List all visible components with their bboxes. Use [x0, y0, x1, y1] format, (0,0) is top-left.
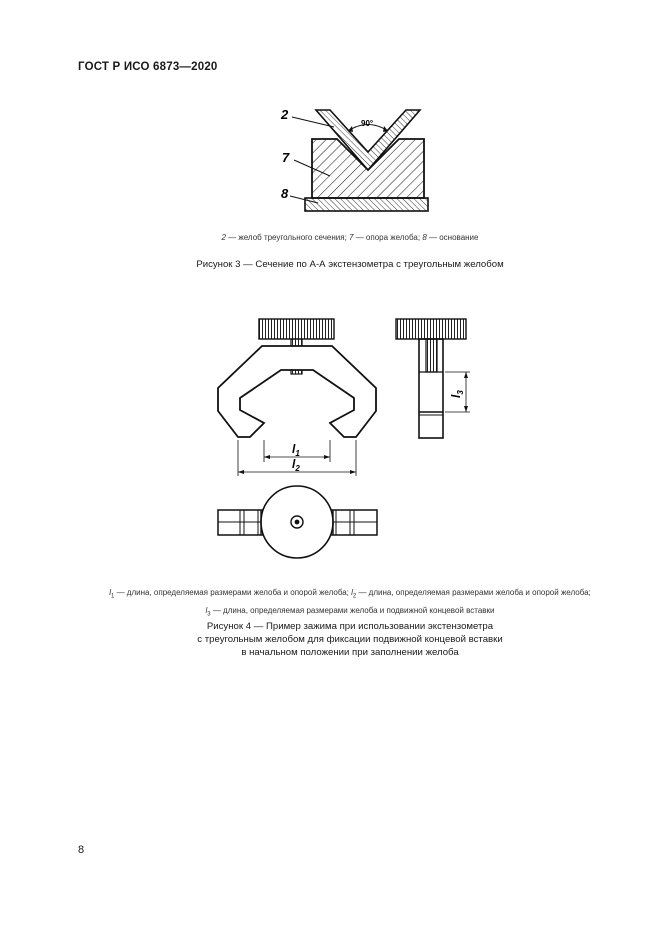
- label-support: 7: [282, 150, 290, 165]
- clamp-frame: [218, 346, 376, 437]
- svg-text:l1: $l_1$: [292, 442, 300, 458]
- label-base: 8: [281, 186, 289, 201]
- figure-3-legend: 2 — желоб треугольного сечения; 7 — опора желоба; 8 — основание: [221, 233, 479, 242]
- figure-3-caption: Рисунок 3 — Сечение по А-А экстензометра с треугольным желобом: [196, 259, 504, 270]
- page-number: 8: [78, 844, 85, 856]
- label-groove: 2: [281, 107, 289, 122]
- figure-4-legend: $l_1$ — длина, определяемая размерами желоба и опорой желоба; $l_2$ — длина, определяемая размерами желоба и опорой желоба; $l_3$ — длина, определяемая размерами желоба и подвижной концевой вставки: [109, 588, 591, 618]
- clamp-screw-side: [426, 339, 437, 372]
- svg-text:l2: $l_2$: [292, 457, 300, 473]
- clamp-knob-side: [396, 319, 466, 339]
- svg-text:l3: $l_3$: [449, 390, 465, 398]
- label-angle: 90°: [361, 119, 374, 128]
- clamp-knob-front: [259, 319, 334, 339]
- figure-4-caption: Рисунок 4 — Пример зажима при использовании экстензометра с треугольным желобом для фиксации подвижной концевой вставки в начальном положении при заполнении желоба: [197, 621, 503, 658]
- document-header: ГОСТ Р ИСО 6873—2020: [78, 61, 218, 73]
